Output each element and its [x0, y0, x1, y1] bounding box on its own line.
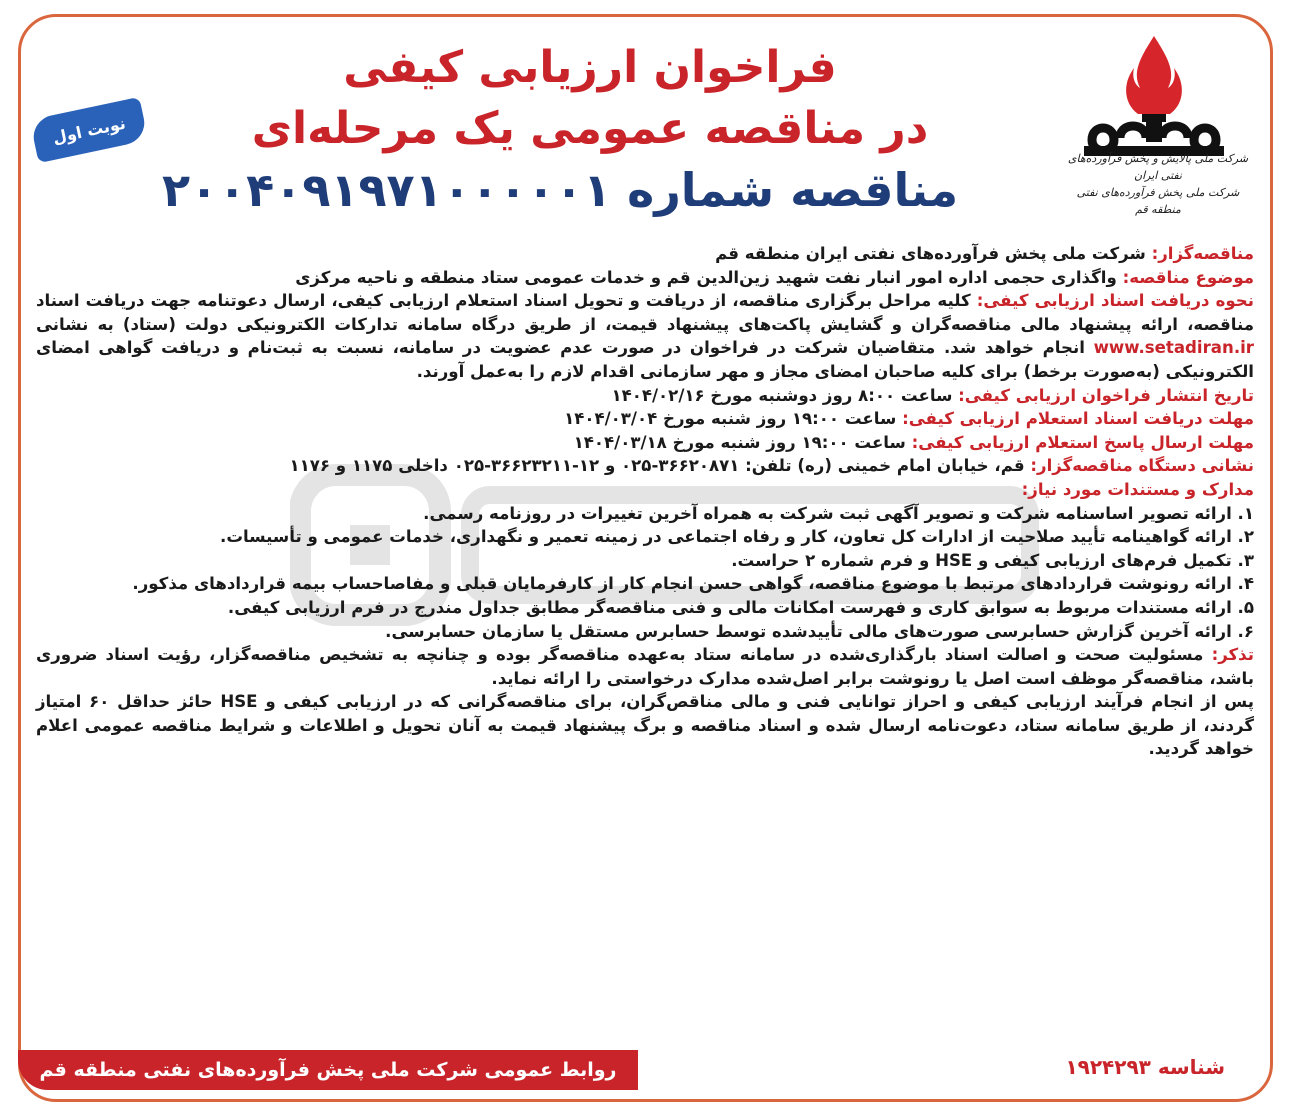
- publish-label: تاریخ انتشار فراخوان ارزیابی کیفی:: [958, 385, 1254, 405]
- public-relations-bar: روابط عمومی شرکت ملی پخش فرآورده‌های نفتی منطقه قم: [18, 1050, 638, 1090]
- method-value-2: انجام خواهد شد. متقاضیان شرکت در فراخوان در صورت عدم عضویت در سامانه، نسبت به ثبت‌نام و دریافت گواهی امضای الکترونیکی (به‌صورت برخط) برای کلیه صاحبان امضای مجاز و مهر سازمانی اقدام لازم را به‌عمل آورند.: [36, 338, 1254, 381]
- tenderer-row: [36, 242, 1254, 266]
- list-item: ۲. ارائه گواهینامه تأیید صلاحیت از ادارات کل تعاون، کار و رفاه اجتماعی در زمینه تعمیر و نگهداری، خدمات عمومی و تأسیسات.: [220, 527, 1254, 547]
- note-row: [36, 643, 1254, 690]
- list-item: ۶. ارائه آخرین گزارش حسابرسی صورت‌های مالی تأییدشده توسط حسابرس مستقل یا سازمان حسابرسی.: [385, 621, 1254, 641]
- method-label: نحوه دریافت اسناد ارزیابی کیفی:: [976, 291, 1254, 311]
- final-paragraph: پس از انجام فرآیند ارزیابی کیفی و احراز توانایی فنی و مالی مناقص‌گران، برای مناقصه‌گرانی که در ارزیابی کیفی و HSE حائز حداقل ۶۰ امتیاز گردند، از طریق سامانه ستاد، دعوت‌نامه ارسال شده و اسناد مناقصه و برگ پیشنهاد قیمت به آنان تحویل و اطلاعات و شرایط مناقصه عمومی اعلام خواهد گردید.: [36, 692, 1254, 759]
- setadiran-link[interactable]: www.setadiran.ir: [1093, 338, 1254, 358]
- receive-deadline-row: [36, 407, 1254, 431]
- docs-heading-row: [36, 478, 1254, 502]
- reply-value: ساعت ۱۹:۰۰ روز شنبه مورخ ۱۴۰۴/۰۳/۱۸: [573, 432, 912, 452]
- address-label: نشانی دستگاه مناقصه‌گزار:: [1030, 456, 1254, 476]
- announcement-body: [36, 242, 1254, 761]
- subject-label: موضوع مناقصه:: [1122, 267, 1254, 287]
- note-label: تذکر:: [1211, 645, 1254, 665]
- tenderer-label: مناقصه‌گزار:: [1151, 244, 1254, 263]
- method-value-1: کلیه مراحل برگزاری مناقصه، از دریافت و تحویل اسناد استعلام ارزیابی کیفی، ارسال دعوتنامه جهت دریافت اسناد مناقصه، ارائه پیشنهاد مالی مناقصه‌گران و گشایش پاکت‌های پیشنهاد قیمت، از طریق درگاه سامانه تدارکات الکترونیکی دولت (ستاد) به نشانی: [36, 291, 1254, 334]
- list-item: ۳. تکمیل فرم‌های ارزیابی کیفی و HSE و فرم شماره ۲ حراست.: [731, 550, 1254, 570]
- title-line-2: در مناقصه عمومی یک مرحله‌ای: [251, 103, 929, 154]
- tenderer-value: شرکت ملی پخش فرآورده‌های نفتی ایران منطقه قم: [715, 244, 1152, 263]
- logo-caption-line-1: شرکت ملی پالایش و پخش فرآورده‌های نفتی ایران: [1067, 152, 1249, 182]
- publish-value: ساعت ۸:۰۰ روز دوشنبه مورخ ۱۴۰۴/۰۲/۱۶: [611, 385, 959, 405]
- logo-caption: [1058, 150, 1258, 218]
- logo-caption-line-3: منطقه قم: [1135, 203, 1181, 216]
- receive-label: مهلت دریافت اسناد استعلام ارزیابی کیفی:: [902, 409, 1254, 429]
- address-row: [36, 454, 1254, 478]
- address-value: قم، خیابان امام خمینی (ره) تلفن: ۳۶۶۲۰۸۷۱-۰۲۵ و ۱۲-۳۶۶۲۳۲۱۱-۰۲۵ داخلی ۱۱۷۵ و ۱۱۷۶: [289, 456, 1031, 476]
- list-item: ۱. ارائه تصویر اساسنامه شرکت و تصویر آگهی ثبت شرکت به همراه آخرین تغییرات در روزنامه رسمی.: [423, 503, 1254, 523]
- header: [0, 0, 1293, 240]
- logo-caption-line-2: شرکت ملی پخش فرآورده‌های نفتی: [1076, 186, 1240, 199]
- docs-label: مدارک و مستندات مورد نیاز:: [1021, 479, 1254, 499]
- tender-number-title: مناقصه شماره ۲۰۰۴۰۹۱۹۷۱۰۰۰۰۰۱: [161, 163, 959, 217]
- announcement-id: شناسه ۱۹۲۴۲۹۳: [1065, 1055, 1225, 1079]
- subject-row: [36, 266, 1254, 290]
- reply-label: مهلت ارسال پاسخ استعلام ارزیابی کیفی:: [911, 432, 1254, 452]
- method-row: [36, 289, 1254, 383]
- reply-deadline-row: [36, 431, 1254, 455]
- title-line-1: فراخوان ارزیابی کیفی: [343, 42, 837, 93]
- receive-value: ساعت ۱۹:۰۰ روز شنبه مورخ ۱۴۰۴/۰۳/۰۴: [564, 409, 903, 429]
- subject-value: واگذاری حجمی اداره امور انبار نفت شهید زین‌الدین قم و خدمات عمومی ستاد منطقه و ناحیه مرکزی: [295, 267, 1123, 287]
- first-round-badge: نوبت اول: [30, 97, 149, 163]
- list-item: ۴. ارائه رونوشت قراردادهای مرتبط با موضوع مناقصه، گواهی حسن انجام کار از کارفرمایان قبلی و مفاصاحساب بیمه قراردادهای مذکور.: [132, 574, 1254, 594]
- publish-date-row: [36, 384, 1254, 408]
- note-value: مسئولیت صحت و اصالت اسناد بارگذاری‌شده در سامانه ستاد به‌عهده مناقصه‌گر بوده و چنانچه به تشخیص مناقصه‌گزار، رؤیت اسناد ضروری باشد، مناقصه‌گر موظف است اصل یا رونوشت برابر اصل‌شده مدارک درخواستی را ارائه نماید.: [36, 645, 1254, 688]
- list-item: ۵. ارائه مستندات مربوط به سوابق کاری و فهرست امکانات مالی و فنی مناقصه‌گر مطابق جداول مندرج در فرم ارزیابی کیفی.: [227, 597, 1254, 617]
